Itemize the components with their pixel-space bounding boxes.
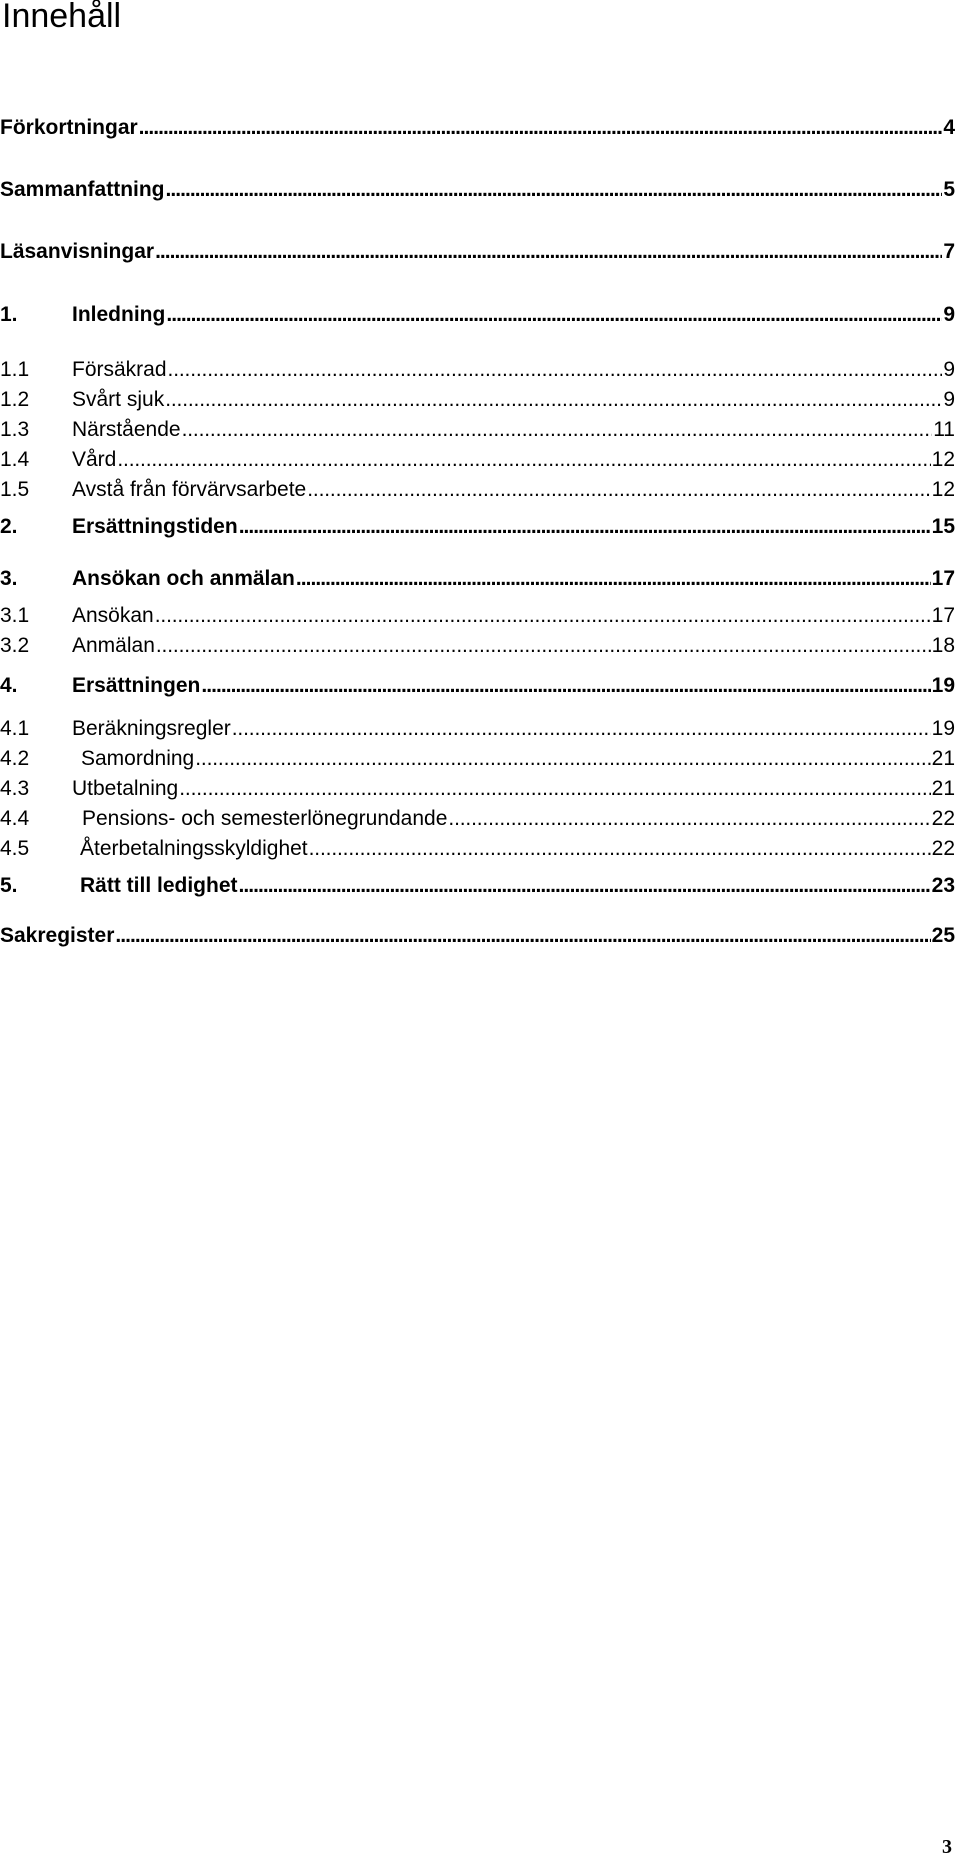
toc-entry-label: Avstå från förvärvsarbete xyxy=(72,478,307,501)
toc-entry-number: 1.5 xyxy=(0,478,30,501)
toc-entry[interactable] xyxy=(0,775,955,801)
toc-entry-number: 1.4 xyxy=(0,448,30,471)
toc-entry[interactable] xyxy=(0,446,955,472)
toc-dot-leader xyxy=(139,116,943,140)
toc-entry-number: 1.2 xyxy=(0,388,30,411)
toc-entry[interactable] xyxy=(0,715,955,741)
toc-dot-leader xyxy=(182,418,933,442)
toc-dot-leader xyxy=(115,924,930,948)
toc-dot-leader xyxy=(296,567,931,591)
toc-dot-leader xyxy=(117,448,930,472)
toc-entry-label: Pensions- och semesterlönegrundande xyxy=(82,807,448,830)
toc-entry-number: 4. xyxy=(0,674,18,697)
toc-entry[interactable] xyxy=(0,872,955,898)
toc-entry-page: 19 xyxy=(931,717,955,740)
toc-dot-leader xyxy=(232,717,931,741)
toc-entry[interactable] xyxy=(0,805,955,831)
toc-entry[interactable] xyxy=(0,238,955,264)
toc-entry-number: 1.1 xyxy=(0,358,30,381)
toc-entry-page: 4 xyxy=(943,116,955,139)
toc-dot-leader xyxy=(165,388,942,412)
toc-entry-page: 11 xyxy=(933,418,955,441)
toc-entry-page: 9 xyxy=(943,303,955,326)
toc-dot-leader xyxy=(239,874,931,898)
toc-entry[interactable] xyxy=(0,632,955,658)
toc-entry-page: 15 xyxy=(931,515,955,538)
toc-entry-number: 5. xyxy=(0,874,18,897)
toc-entry-page: 22 xyxy=(931,807,955,830)
toc-entry-label: Ansökan xyxy=(72,604,154,627)
toc-entry-page: 7 xyxy=(943,240,955,263)
toc-entry-label: Försäkrad xyxy=(72,358,167,381)
toc-entry-label: Ersättningen xyxy=(72,674,201,697)
toc-entry-label: Rätt till ledighet xyxy=(80,874,238,897)
toc-entry-label: Sakregister xyxy=(0,924,115,947)
toc-entry[interactable] xyxy=(0,602,955,628)
toc-entry-number: 4.1 xyxy=(0,717,30,740)
toc-entry-number: 2. xyxy=(0,515,18,538)
toc-entry-page: 21 xyxy=(931,747,955,770)
toc-entry[interactable] xyxy=(0,416,955,442)
toc-entry-label: Förkortningar xyxy=(0,116,138,139)
toc-entry-label: Svårt sjuk xyxy=(72,388,165,411)
toc-entry[interactable] xyxy=(0,565,955,591)
toc-entry-label: Sammanfattning xyxy=(0,178,165,201)
toc-entry-label: Ansökan och anmälan xyxy=(72,567,295,590)
toc-entry[interactable] xyxy=(0,301,955,327)
toc-entry[interactable] xyxy=(0,835,955,861)
toc-entry-page: 9 xyxy=(943,358,955,381)
page-title: Innehåll xyxy=(2,0,122,35)
toc-entry-number: 4.3 xyxy=(0,777,30,800)
toc-entry[interactable] xyxy=(0,922,955,948)
toc-entry-page: 21 xyxy=(931,777,955,800)
toc-entry-label: Ersättningstiden xyxy=(72,515,238,538)
toc-entry-page: 19 xyxy=(931,674,955,697)
toc-entry[interactable] xyxy=(0,114,955,140)
toc-dot-leader xyxy=(166,178,943,202)
toc-entry[interactable] xyxy=(0,386,955,412)
toc-dot-leader xyxy=(155,604,931,628)
toc-entry[interactable] xyxy=(0,745,955,771)
toc-entry-page: 18 xyxy=(931,634,955,657)
toc-entry[interactable] xyxy=(0,476,955,502)
toc-dot-leader xyxy=(155,240,942,264)
toc-entry-label: Samordning xyxy=(81,747,195,770)
toc-entry-label: Beräkningsregler xyxy=(72,717,231,740)
toc-entry-page: 9 xyxy=(943,388,955,411)
toc-entry[interactable] xyxy=(0,356,955,382)
toc-dot-leader xyxy=(307,478,930,502)
toc-entry-page: 23 xyxy=(931,874,955,897)
toc-entry-page: 5 xyxy=(943,178,955,201)
page-number: 3 xyxy=(942,1836,952,1858)
toc-entry-number: 4.2 xyxy=(0,747,30,770)
toc-dot-leader xyxy=(309,837,931,861)
toc-dot-leader xyxy=(166,303,942,327)
toc-dot-leader xyxy=(195,747,930,771)
toc-dot-leader xyxy=(239,515,931,539)
toc-entry-page: 17 xyxy=(931,604,955,627)
toc-entry-label: Närstående xyxy=(72,418,181,441)
toc-entry-number: 4.4 xyxy=(0,807,30,830)
toc-entry[interactable] xyxy=(0,672,955,698)
toc-entry-page: 17 xyxy=(931,567,955,590)
toc-entry-number: 3. xyxy=(0,567,18,590)
toc-entry-label: Återbetalningsskyldighet xyxy=(80,837,308,860)
toc-entry-label: Anmälan xyxy=(72,634,155,657)
toc-entry-page: 22 xyxy=(931,837,955,860)
toc-entry[interactable] xyxy=(0,176,955,202)
toc-entry-label: Inledning xyxy=(72,303,166,326)
toc-entry[interactable] xyxy=(0,513,955,539)
toc-dot-leader xyxy=(201,674,930,698)
toc-dot-leader xyxy=(156,634,931,658)
toc-entry-number: 3.1 xyxy=(0,604,30,627)
toc-entry-page: 12 xyxy=(931,478,955,501)
toc-entry-label: Vård xyxy=(72,448,117,471)
toc-dot-leader xyxy=(168,358,943,382)
toc-entry-number: 1. xyxy=(0,303,18,326)
toc-entry-number: 4.5 xyxy=(0,837,30,860)
toc-entry-page: 25 xyxy=(931,924,955,947)
toc-entry-page: 12 xyxy=(931,448,955,471)
toc-dot-leader xyxy=(179,777,930,801)
toc-dot-leader xyxy=(448,807,930,831)
toc-entry-label: Läsanvisningar xyxy=(0,240,155,263)
toc-entry-number: 1.3 xyxy=(0,418,30,441)
toc-entry-number: 3.2 xyxy=(0,634,30,657)
toc-entry-label: Utbetalning xyxy=(72,777,179,800)
